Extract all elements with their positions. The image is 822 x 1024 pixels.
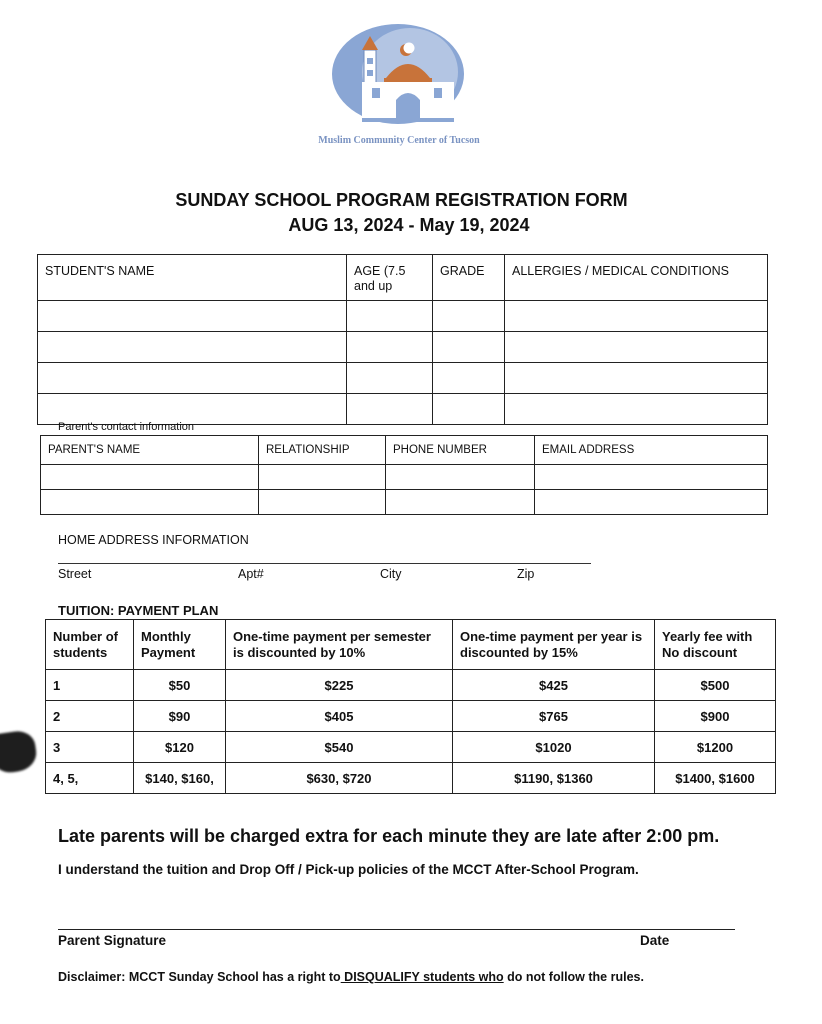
city-label: City xyxy=(380,567,402,581)
semester-payment: $225 xyxy=(226,670,453,701)
parent-name-field[interactable] xyxy=(41,490,259,515)
year-payment: $765 xyxy=(453,701,655,732)
student-name-field[interactable] xyxy=(38,332,347,363)
allergies-field[interactable] xyxy=(505,332,768,363)
parent-name-field[interactable] xyxy=(41,465,259,490)
students-count: 4, 5, xyxy=(46,763,134,794)
email-field[interactable] xyxy=(535,465,768,490)
monthly-header: Monthly Payment xyxy=(134,620,226,670)
scan-smudge xyxy=(0,729,39,775)
semester-payment: $540 xyxy=(226,732,453,763)
semester-header: One-time payment per semester is discounted by 10% xyxy=(226,620,453,670)
parent-name-header: PARENT'S NAME xyxy=(41,436,259,465)
form-dates: AUG 13, 2024 - May 19, 2024 xyxy=(288,215,530,235)
disclaimer-suffix: do not follow the rules. xyxy=(503,970,644,984)
yearly-fee: $1400, $1600 xyxy=(655,763,776,794)
parents-header-row xyxy=(41,436,768,465)
student-name-field[interactable] xyxy=(38,363,347,394)
address-input-line[interactable] xyxy=(58,563,591,564)
students-count-header: Number of students xyxy=(46,620,134,670)
year-payment: $425 xyxy=(453,670,655,701)
monthly-payment: $90 xyxy=(134,701,226,732)
allergies-field[interactable] xyxy=(505,394,768,425)
parents-table xyxy=(40,435,768,515)
students-table xyxy=(37,254,768,425)
tuition-header-row xyxy=(46,620,776,670)
student-row[interactable] xyxy=(38,394,768,425)
late-notice: Late parents will be charged extra for each minute they are late after 2:00 pm. xyxy=(58,826,720,846)
grade-header: GRADE xyxy=(433,255,505,301)
disclaimer-emphasis: DISQUALIFY students who xyxy=(340,970,504,984)
semester-payment: $405 xyxy=(226,701,453,732)
signature-line[interactable] xyxy=(58,929,735,930)
apt-label: Apt# xyxy=(238,567,264,581)
monthly-payment: $50 xyxy=(134,670,226,701)
form-title: SUNDAY SCHOOL PROGRAM REGISTRATION FORM xyxy=(175,190,628,210)
age-field[interactable] xyxy=(347,363,433,394)
phone-field[interactable] xyxy=(386,465,535,490)
student-row[interactable] xyxy=(38,332,768,363)
year-payment: $1190, $1360 xyxy=(453,763,655,794)
parent-signature-label: Parent Signature xyxy=(58,933,167,948)
tuition-table xyxy=(45,619,776,794)
street-label: Street xyxy=(58,567,92,581)
phone-field[interactable] xyxy=(386,490,535,515)
student-name-header: STUDENT'S NAME xyxy=(38,255,347,301)
monthly-payment: $120 xyxy=(134,732,226,763)
tuition-row xyxy=(46,670,776,701)
allergies-field[interactable] xyxy=(505,301,768,332)
disclaimer xyxy=(58,970,644,984)
grade-field[interactable] xyxy=(433,363,505,394)
monthly-payment: $140, $160, xyxy=(134,763,226,794)
parent-row[interactable] xyxy=(41,490,768,515)
year-header: One-time payment per year is discounted by 15% xyxy=(453,620,655,670)
relationship-field[interactable] xyxy=(259,465,386,490)
age-field[interactable] xyxy=(347,332,433,363)
age-header: AGE (7.5 and up xyxy=(347,255,433,301)
parent-contact-caption: Parent's contact information xyxy=(58,421,195,433)
age-field[interactable] xyxy=(347,394,433,425)
student-name-field[interactable] xyxy=(38,301,347,332)
disclaimer-prefix: Disclaimer: MCCT Sunday School has a right to xyxy=(58,970,341,984)
home-address-title: HOME ADDRESS INFORMATION xyxy=(58,533,249,547)
student-row[interactable] xyxy=(38,301,768,332)
zip-label: Zip xyxy=(517,567,535,581)
age-field[interactable] xyxy=(347,301,433,332)
mosque-logo xyxy=(328,22,468,132)
tuition-row xyxy=(46,732,776,763)
relationship-header: RELATIONSHIP xyxy=(259,436,386,465)
date-label: Date xyxy=(640,933,670,948)
allergies-field[interactable] xyxy=(505,363,768,394)
parent-row[interactable] xyxy=(41,465,768,490)
semester-payment: $630, $720 xyxy=(226,763,453,794)
students-count: 3 xyxy=(46,732,134,763)
student-row[interactable] xyxy=(38,363,768,394)
relationship-field[interactable] xyxy=(259,490,386,515)
grade-field[interactable] xyxy=(433,301,505,332)
phone-header: PHONE NUMBER xyxy=(386,436,535,465)
org-name: Muslim Community Center of Tucson xyxy=(318,135,480,146)
yearly-fee: $1200 xyxy=(655,732,776,763)
yearly-fee-header: Yearly fee with No discount xyxy=(655,620,776,670)
grade-field[interactable] xyxy=(433,394,505,425)
policy-acknowledgement: I understand the tuition and Drop Off / Pick-up policies of the MCCT After-School Program. xyxy=(58,862,639,877)
email-header: EMAIL ADDRESS xyxy=(535,436,768,465)
year-payment: $1020 xyxy=(453,732,655,763)
students-count: 2 xyxy=(46,701,134,732)
tuition-row xyxy=(46,701,776,732)
student-name-field[interactable] xyxy=(38,394,347,425)
allergies-header: ALLERGIES / MEDICAL CONDITIONS xyxy=(505,255,768,301)
students-count: 1 xyxy=(46,670,134,701)
yearly-fee: $500 xyxy=(655,670,776,701)
tuition-title: TUITION: PAYMENT PLAN xyxy=(58,603,219,618)
students-header-row xyxy=(38,255,768,301)
yearly-fee: $900 xyxy=(655,701,776,732)
grade-field[interactable] xyxy=(433,332,505,363)
tuition-row xyxy=(46,763,776,794)
email-field[interactable] xyxy=(535,490,768,515)
